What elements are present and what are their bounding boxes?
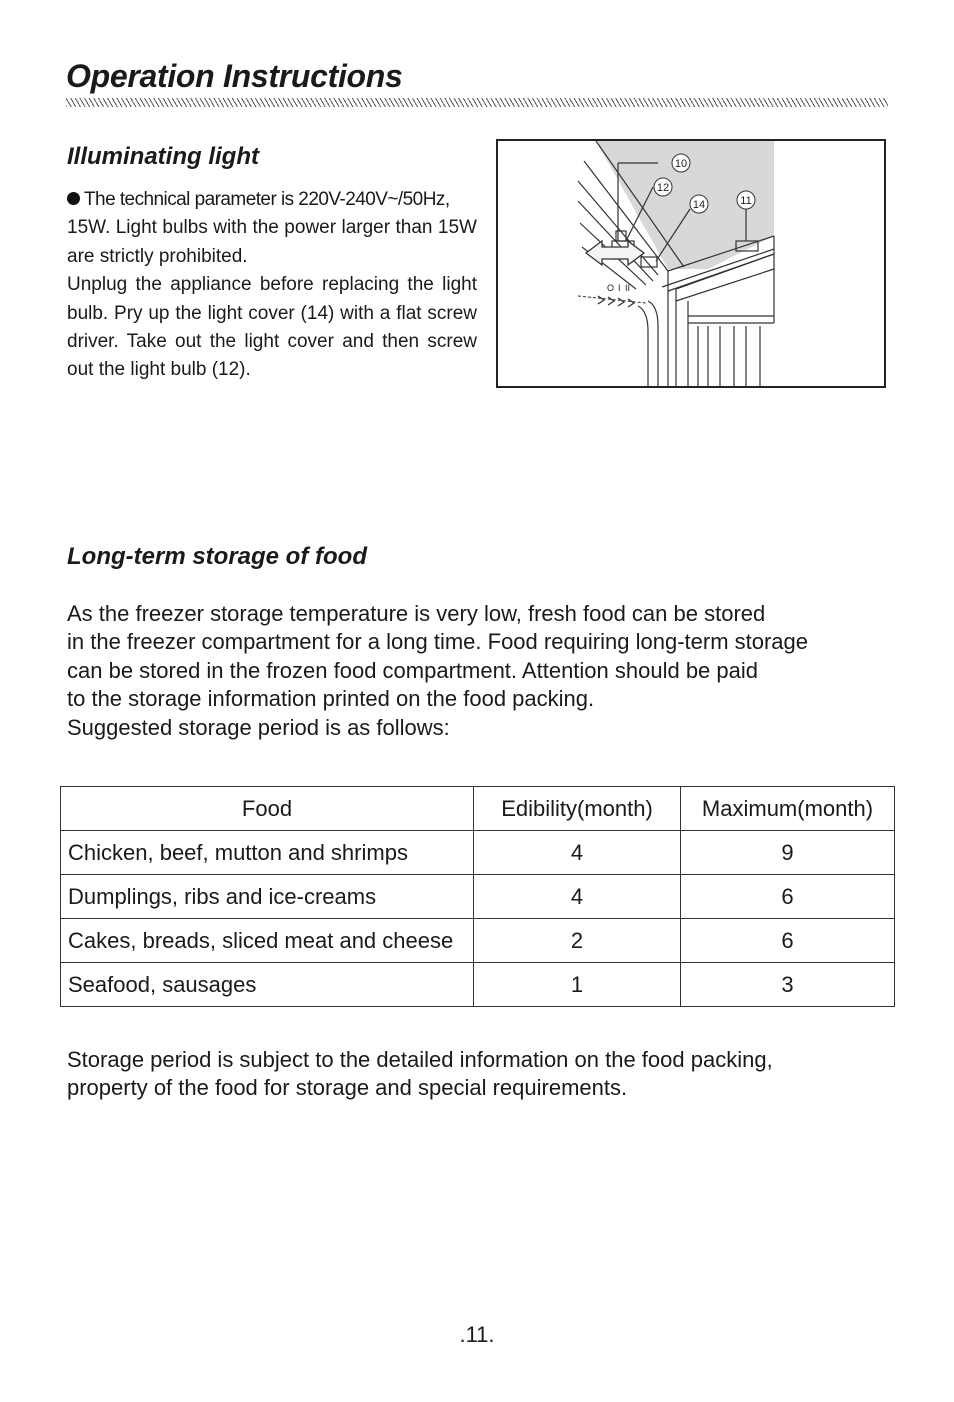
long-term-storage-heading: Long-term storage of food [67, 543, 367, 570]
note-line: property of the food for storage and special requirements. [67, 1075, 628, 1101]
header-food: Food [61, 787, 474, 831]
callout-14: 14 [692, 199, 706, 211]
callout-11: 11 [740, 195, 752, 207]
bullet-first-line-text: The technical parameter is 220V-240V~/50Hz, [84, 189, 450, 210]
cell-edibility: 4 [474, 875, 681, 919]
cell-food: Chicken, beef, mutton and shrimps [61, 831, 474, 875]
cell-food: Seafood, sausages [61, 963, 474, 1007]
storage-period-table [60, 786, 895, 1007]
illuminating-light-heading: Illuminating light [67, 143, 259, 170]
page-number: .11. [459, 1322, 495, 1347]
intro-line: in the freezer compartment for a long time. Food requiring long-term storage [67, 629, 809, 655]
illuminating-light-text [67, 186, 477, 385]
cell-maximum: 3 [681, 963, 895, 1007]
title-divider [66, 98, 888, 107]
note-line: Storage period is subject to the detailed information on the food packing, [67, 1047, 773, 1072]
cell-edibility: 2 [474, 919, 681, 963]
intro-line: As the freezer storage temperature is very low, fresh food can be stored [67, 601, 766, 626]
bullet-paragraph-rest: 15W. Light bulbs with the power larger than 15W are strictly prohibited. [67, 217, 477, 267]
table-header-row [61, 787, 895, 831]
replace-bulb-paragraph: Unplug the appliance before replacing the light bulb. Pry up the light cover (14) with a flat screw driver. Take out the light cover and then screw out the light bulb (12). [67, 274, 477, 381]
cell-edibility: 4 [474, 831, 681, 875]
page-title: Operation Instructions [66, 58, 403, 94]
storage-intro [67, 600, 887, 742]
callout-12: 12 [656, 182, 670, 194]
header-edibility: Edibility(month) [474, 787, 681, 831]
cell-maximum: 9 [681, 831, 895, 875]
table-row [61, 919, 895, 963]
table-row [61, 875, 895, 919]
storage-note [67, 1046, 887, 1103]
light-bulb-figure [496, 139, 886, 388]
cell-maximum: 6 [681, 875, 895, 919]
cell-food: Dumplings, ribs and ice-creams [61, 875, 474, 919]
cell-maximum: 6 [681, 919, 895, 963]
switch-label-0: O [607, 283, 615, 293]
switch-label-1: I [618, 283, 621, 293]
refrigerator-light-diagram [498, 141, 884, 386]
callout-10: 10 [674, 158, 688, 170]
table-row [61, 831, 895, 875]
bullet-paragraph-first-line [67, 186, 477, 214]
bullet-dot-icon [67, 192, 80, 205]
cell-food: Cakes, breads, sliced meat and cheese [61, 919, 474, 963]
intro-line: Suggested storage period is as follows: [67, 714, 450, 740]
intro-line: can be stored in the frozen food compartment. Attention should be paid [67, 657, 759, 683]
cell-edibility: 1 [474, 963, 681, 1007]
switch-label-2: II [625, 283, 631, 293]
intro-line: to the storage information printed on the food packing. [67, 686, 595, 712]
header-maximum: Maximum(month) [681, 787, 895, 831]
table-row [61, 963, 895, 1007]
